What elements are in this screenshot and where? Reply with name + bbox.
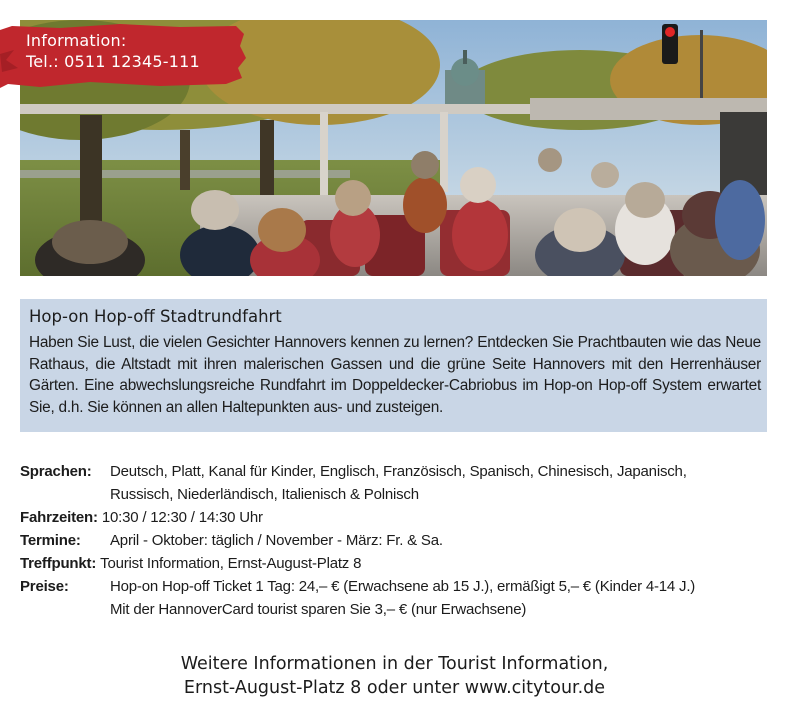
termine-value: April - Oktober: täglich / November - März: Fr. & Sa.	[110, 532, 443, 549]
footer-info	[0, 652, 789, 700]
preise-value-line2: Mit der HannoverCard tourist sparen Sie 3,– € (nur Erwachsene)	[110, 601, 527, 618]
footer-line2: Ernst-August-Platz 8 oder unter www.citytour.de	[183, 678, 606, 698]
treffpunkt-value: Tourist Information, Ernst-August-Platz 8	[100, 555, 362, 572]
sprachen-label: Sprachen:	[20, 463, 92, 480]
tour-details	[20, 460, 770, 621]
tour-title: Hop-on Hop-off Stadtrundfahrt	[29, 307, 282, 326]
detail-row-preise	[20, 575, 770, 598]
preise-value-line1: Hop-on Hop-off Ticket 1 Tag: 24,– € (Erwachsene ab 15 J.), ermäßigt 5,– € (Kinder 4-14 J.)	[110, 578, 696, 595]
fahrzeiten-value: 10:30 / 12:30 / 14:30 Uhr	[101, 509, 263, 526]
footer-line1: Weitere Informationen in der Tourist Information,	[180, 654, 609, 674]
detail-row-termine	[20, 529, 770, 552]
info-label: Information:	[26, 31, 127, 50]
preise-label: Preise:	[20, 578, 69, 595]
treffpunkt-label: Treffpunkt:	[20, 555, 97, 572]
sprachen-value-line1: Deutsch, Platt, Kanal für Kinder, Englisch, Französisch, Spanisch, Chinesisch, Japanisch,	[110, 463, 687, 480]
detail-row-treffpunkt	[20, 552, 770, 575]
info-phone-tag	[0, 24, 246, 90]
detail-row-sprachen-cont	[20, 483, 770, 506]
termine-label: Termine:	[20, 532, 81, 549]
tour-description: Haben Sie Lust, die vielen Gesichter Hannovers kennen zu lernen? Entdecken Sie Prachtbauten wie das Neue Rathaus, die Altstadt mit ihren malerischen Gassen und die grüne Seite Hannovers mit den Herrenhäuser Gärten. Eine abwechslungsreiche Rundfahrt im Doppeldecker-Cabriobus im Hop-on Hop-off System erwartet Sie, d.h. Sie können an allen Haltepunkten aus- und zusteigen.	[29, 334, 761, 416]
info-phone: Tel.: 0511 12345-111	[26, 52, 200, 71]
detail-row-preise-cont	[20, 598, 770, 621]
detail-row-sprachen	[20, 460, 770, 483]
description-box	[20, 299, 767, 432]
sprachen-value-line2: Russisch, Niederländisch, Italienisch & Polnisch	[110, 486, 419, 503]
fahrzeiten-label: Fahrzeiten:	[20, 509, 98, 526]
detail-row-fahrzeiten	[20, 506, 770, 529]
